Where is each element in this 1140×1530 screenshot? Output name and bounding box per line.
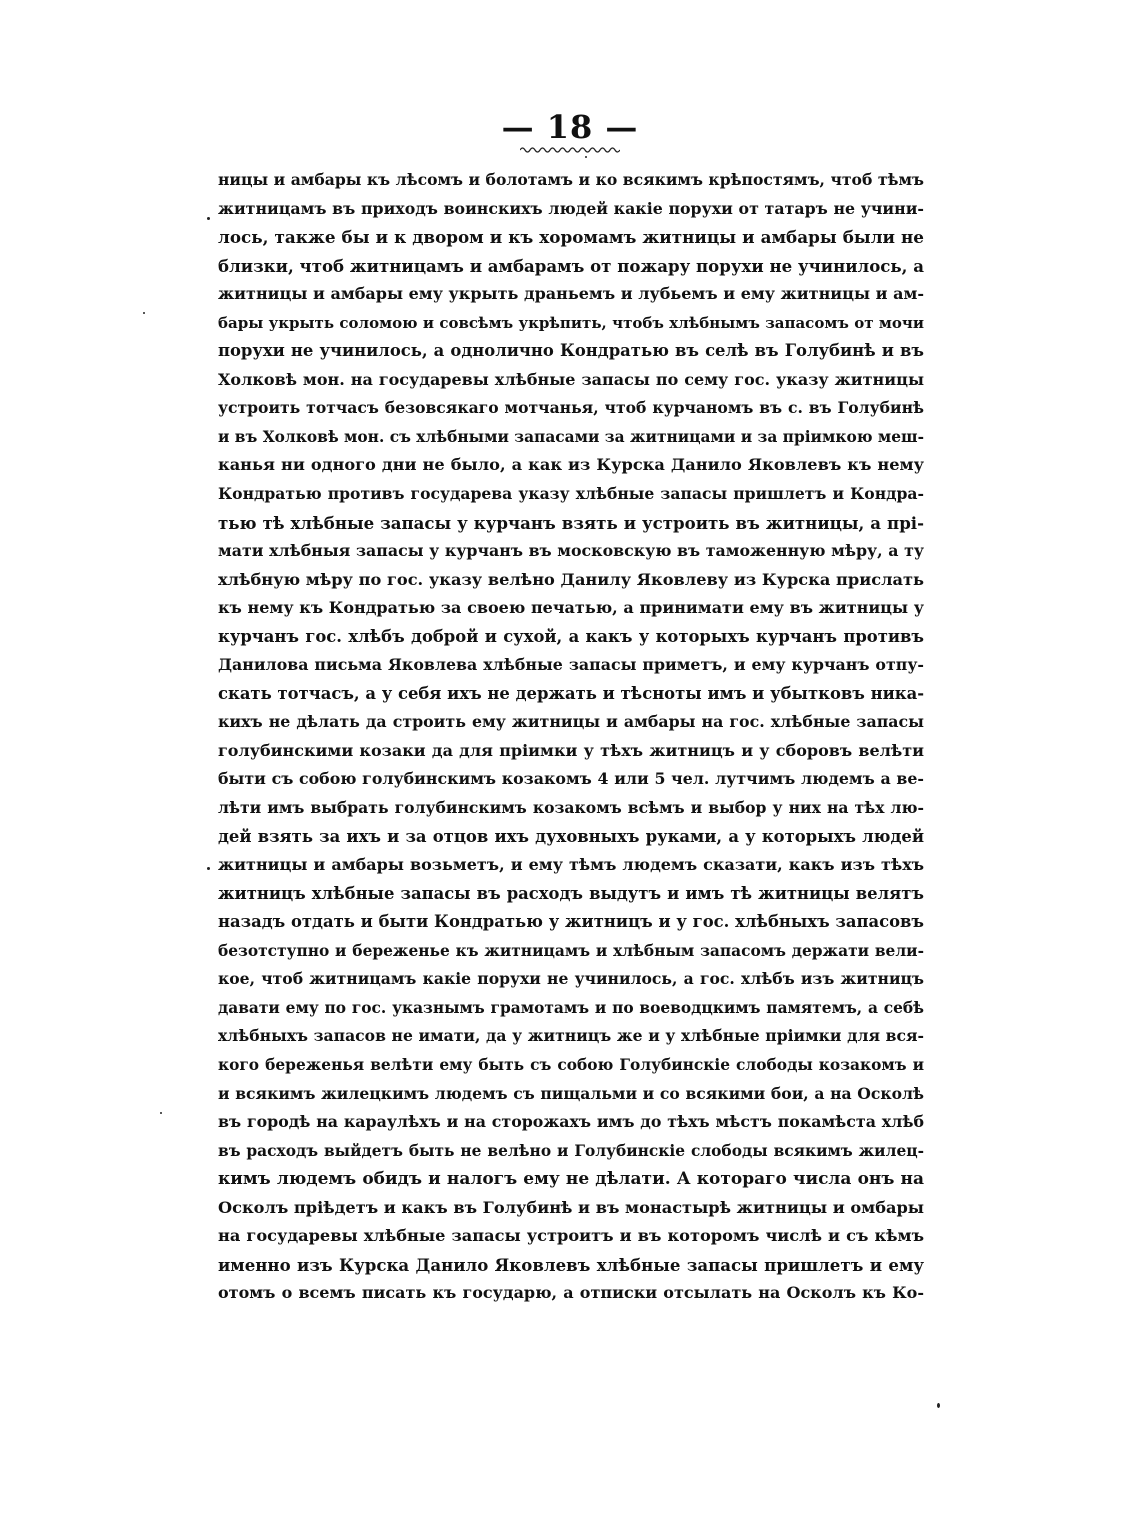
text-line: лось, также бы и к двором и къ хоромамъ житницы и амбары были не [218, 227, 924, 248]
text-line: житницы и амбары ему укрыть драньемъ и лубьемъ и ему житницы и ам- [218, 284, 924, 304]
text-line: Холковѣ мон. на государевы хлѣбные запасы по сему гос. указу житницы [218, 369, 924, 389]
text-line: Осколъ пріѣдетъ и какъ въ Голубинѣ и въ монастырѣ житницы и омбары [218, 1197, 924, 1217]
text-line: порухи не учинилось, а однолично Кондратью въ селѣ въ Голубинѣ и въ [218, 341, 924, 361]
page-number: — 18 — [501, 108, 639, 146]
text-line: и всякимъ жилецкимъ людемъ съ пищальми и со всякими бои, а на Осколѣ [218, 1083, 924, 1103]
text-line: лѣти имъ выбрать голубинскимъ козакомъ всѣмъ и выбор у них на тѣх лю- [218, 798, 924, 818]
text-line: житницамъ въ приходъ воинскихъ людей какіе порухи от татаръ не учини- [218, 198, 924, 218]
text-line: кое, чтоб житницамъ какіе порухи не учинилось, а гос. хлѣбъ изъ житницъ [218, 969, 924, 989]
decorative-wavy-rule [520, 146, 620, 154]
print-speck [937, 1403, 940, 1408]
text-line: Данилова письма Яковлева хлѣбные запасы приметъ, и ему курчанъ отпу- [218, 655, 924, 675]
text-line: устроить тотчасъ безовсякаго мотчанья, чтоб курчаномъ въ с. въ Голубинѣ [218, 398, 924, 418]
print-speck [207, 867, 210, 870]
text-line: кихъ не дѣлать да строить ему житницы и амбары на гос. хлѣбные запасы [218, 712, 924, 732]
text-line: мати хлѣбныя запасы у курчанъ въ московскую въ таможенную мѣру, а ту [218, 541, 924, 561]
print-speck [585, 156, 587, 158]
text-line: бары укрыть соломою и совсѣмъ укрѣпить, чтобъ хлѣбнымъ запасомъ от мочи [218, 313, 924, 332]
text-line: отомъ о всемъ писать къ государю, а отписки отсылать на Осколъ къ Ко- [218, 1283, 924, 1303]
text-line: быти съ собою голубинскимъ козакомъ 4 или 5 чел. лутчимъ людемъ а ве- [218, 769, 924, 789]
text-line: житницъ хлѣбные запасы въ расходъ выдутъ и имъ тѣ житницы велятъ [218, 883, 924, 903]
text-line: давати ему по гос. указнымъ грамотамъ и по воеводцкимъ памятемъ, а себѣ [218, 998, 924, 1017]
print-speck [160, 1112, 162, 1114]
text-line: къ нему къ Кондратью за своею печатью, а принимати ему въ житницы у [218, 598, 924, 618]
text-line: близки, чтоб житницамъ и амбарамъ от пожару порухи не учинилось, а [218, 255, 924, 276]
text-line: кимъ людемъ обидъ и налогъ ему не дѣлати. А котораго числа онъ на [218, 1169, 924, 1190]
text-line: дей взять за ихъ и за отцов ихъ духовныхъ руками, а у которыхъ людей [218, 826, 924, 846]
text-line: ницы и амбары къ лѣсомъ и болотамъ и ко всякимъ крѣпостямъ, чтоб тѣмъ [218, 170, 924, 189]
text-line: въ городѣ на караулѣхъ и на сторожахъ имъ до тѣхъ мѣстъ покамѣста хлѣб [218, 1112, 924, 1132]
text-line: хлѣбныхъ запасов не имати, да у житницъ же и у хлѣбные пріимки для вся- [218, 1026, 924, 1046]
text-line: скать тотчасъ, а у себя ихъ не держать и тѣсноты имъ и убытковъ ника- [218, 683, 924, 703]
text-line: и въ Холковѣ мон. съ хлѣбными запасами за житницами и за пріимкою меш- [218, 427, 924, 446]
text-line: кого береженья велѣти ему быть съ собою Голубинскіе слободы козакомъ и [218, 1055, 924, 1074]
text-line: житницы и амбары возьметъ, и ему тѣмъ людемъ сказати, какъ изъ тѣхъ [218, 855, 924, 875]
text-line: хлѣбную мѣру по гос. указу велѣно Данилу Яковлеву из Курска прислать [218, 569, 924, 589]
text-line: именно изъ Курска Данило Яковлевъ хлѣбные запасы пришлетъ и ему [218, 1254, 924, 1275]
text-line: назадъ отдать и быти Кондратью у житницъ и у гос. хлѣбныхъ запасовъ [218, 912, 924, 932]
text-line: курчанъ гос. хлѣбъ доброй и сухой, а какъ у которыхъ курчанъ противъ [218, 626, 924, 646]
text-line: безотступно и береженье къ житницамъ и хлѣбным запасомъ держати вели- [218, 941, 924, 960]
print-speck [143, 312, 145, 314]
text-line: голубинскими козаки да для пріимки у тѣхъ житницъ и у сборовъ велѣти [218, 740, 924, 760]
print-speck [207, 217, 210, 220]
text-line: канья ни одного дни не было, а как из Курска Данило Яковлевъ къ нему [218, 455, 924, 475]
text-line: Кондратью противъ государева указу хлѣбные запасы пришлетъ и Кондра- [218, 484, 924, 504]
text-line: въ расходъ выйдетъ быть не велѣно и Голубинскіе слободы всякимъ жилец- [218, 1141, 924, 1160]
text-line: на государевы хлѣбные запасы устроитъ и въ которомъ числѣ и съ кѣмъ [218, 1226, 924, 1246]
text-line: тью тѣ хлѣбные запасы у курчанъ взять и устроить въ житницы, а прі- [218, 512, 924, 533]
body-text [218, 166, 924, 1308]
